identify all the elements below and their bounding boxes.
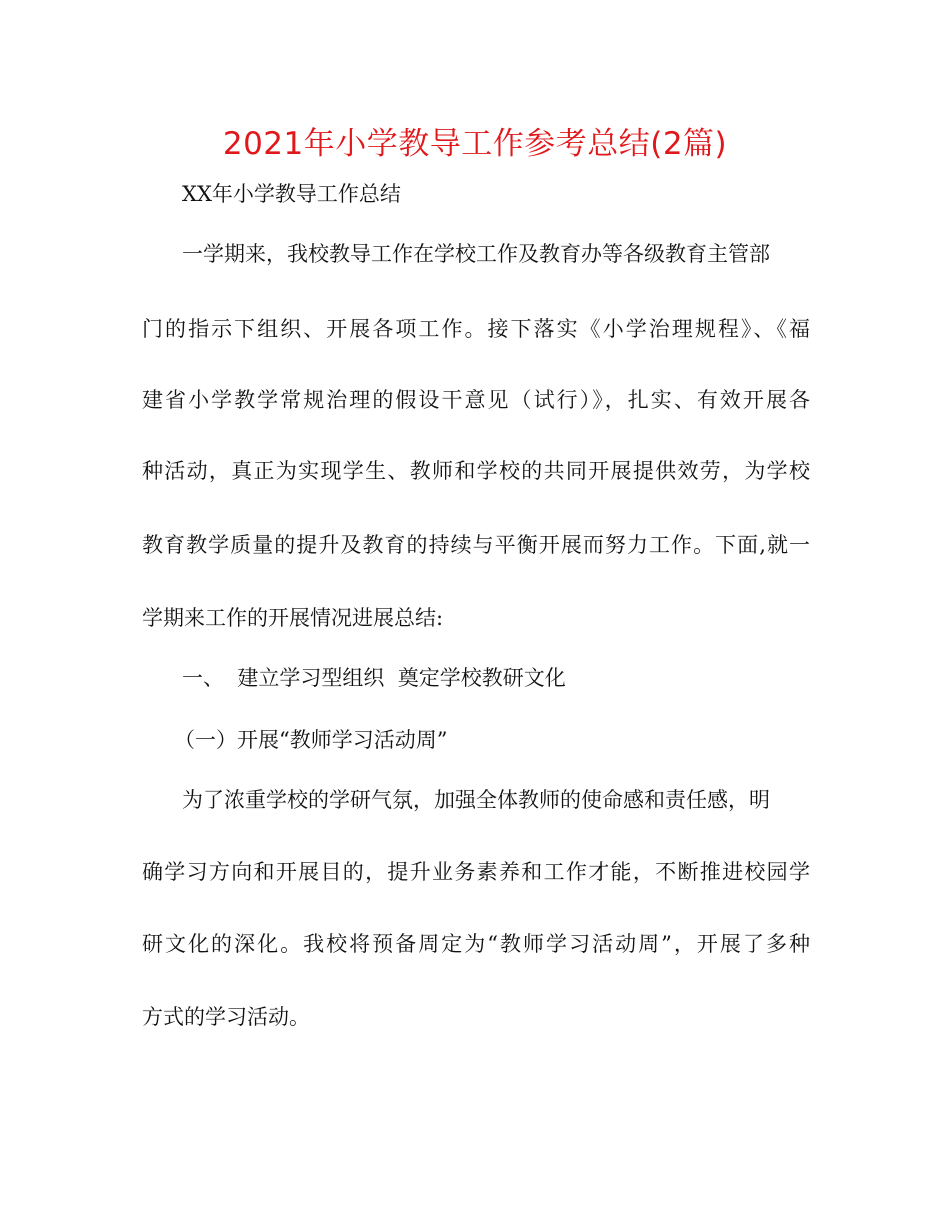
paragraph-line: 方式的学习活动。 [142,1005,310,1029]
paragraph-line: 一学期来，我校教导工作在学校工作及教育办等各级教育主管部 [182,242,770,266]
paragraph-line: 为了浓重学校的学研气氛，加强全体教师的使命感和责任感，明 [182,788,770,812]
paragraph-line: 研文化的深化。我校将预备周定为“教师学习活动周”，开展了多种 [142,932,810,956]
paragraph-line: 建省小学教学常规治理的假设干意见（试行）》，扎实、有效开展各 [142,388,810,412]
document-title: 2021年小学教导工作参考总结(2篇) [222,126,728,162]
section-heading: 一、 建立学习型组织 奠定学校教研文化 [182,666,566,690]
subsection-heading: （一）开展“教师学习活动周” [174,728,448,752]
document-subtitle: XX年小学教导工作总结 [182,182,401,206]
paragraph-line: 门的指示下组织、开展各项工作。接下落实《小学治理规程》、《福 [142,317,810,341]
paragraph-line: 教育教学质量的提升及教育的持续与平衡开展而努力工作。下面,就一 [142,533,810,557]
paragraph-line: 学期来工作的开展情况进展总结: [142,606,444,630]
paragraph-line: 种活动，真正为实现学生、教师和学校的共同开展提供效劳，为学校 [142,459,810,483]
paragraph-line: 确学习方向和开展目的，提升业务素养和工作才能，不断推进校园学 [142,860,810,884]
